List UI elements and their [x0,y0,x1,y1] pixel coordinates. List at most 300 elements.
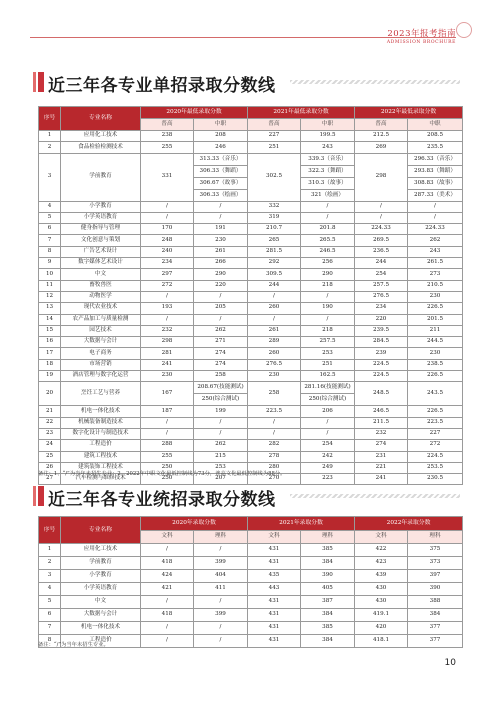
score-cell: 292 [248,258,301,269]
score-cell [194,382,248,406]
column-group-2020: 2020年最低录取分数 [141,107,248,119]
score-cell: 375 [408,544,463,557]
score-cell: 199.5 [301,131,355,142]
score-cell: / [141,212,194,223]
row-number: 5 [39,212,61,223]
score-cell: 280 [248,462,301,473]
score-cell: 431 [248,635,301,648]
column-group-2021: 2021年最低录取分数 [248,107,355,119]
major-name: 应用化工技术 [61,131,141,142]
section1-title-bar [38,72,44,92]
score-cell: 424 [141,570,194,583]
row-number: 10 [39,269,61,280]
header-ornament-icon [456,22,472,38]
table-row [39,291,463,302]
score-cell: 253 [194,462,248,473]
score-cell: 240 [141,246,194,257]
row-number: 19 [39,371,61,382]
score-line: 306.33（舞蹈） [194,166,247,178]
score-cell: / [194,314,248,325]
major-name: 小学教育 [61,201,141,212]
score-cell: 241 [355,474,408,485]
major-name: 小学英语教育 [61,212,141,223]
score-cell: 235.5 [408,142,463,153]
score-cell: 244 [248,280,301,291]
score-cell: / [408,201,463,212]
score-cell [408,153,463,201]
score-cell: 418 [141,609,194,622]
score-cell: 439 [355,570,408,583]
unified-enrollment-score-table [38,516,463,648]
row-number: 3 [39,153,61,201]
score-line: 313.33（音乐） [194,154,247,166]
score-cell: 431 [248,622,301,635]
table-row [39,451,463,462]
score-cell: 384 [301,557,355,570]
score-cell: / [194,622,248,635]
score-line: 308.83（故事） [408,178,462,190]
table-row [39,440,463,451]
major-name: 工程造价 [61,635,141,648]
score-cell: 420 [355,622,408,635]
table-row [39,596,463,609]
subheader-vocational-2021: 中职 [301,119,355,131]
score-cell: / [248,291,301,302]
score-cell: 271 [194,337,248,348]
row-number: 21 [39,406,61,417]
score-cell: 404 [194,570,248,583]
table-row [39,371,463,382]
score-cell: 227 [248,131,301,142]
score-cell: 255 [141,451,194,462]
score-line: 287.33（美术） [414,191,456,198]
score-cell: 290 [301,269,355,280]
row-number: 23 [39,428,61,439]
score-cell: 282 [248,440,301,451]
score-cell: 261 [248,325,301,336]
score-cell: 190 [301,303,355,314]
score-cell: 239.5 [355,325,408,336]
score-cell: 224.33 [355,224,408,235]
table-row [39,142,463,153]
table-row [39,359,463,370]
score-cell: 210.7 [248,224,301,235]
score-cell: 210.5 [408,280,463,291]
table-row [39,583,463,596]
score-cell: / [141,417,194,428]
score-line: 250(综合测试) [201,396,240,403]
score-cell: 230 [408,291,463,302]
subheader-general-2022: 普高 [355,119,408,131]
score-cell: 230.5 [408,474,463,485]
score-cell: 431 [248,557,301,570]
table-row [39,224,463,235]
score-cell: / [248,428,301,439]
subheader-vocational-2022: 中职 [408,119,463,131]
column-header-no: 序号 [39,107,61,131]
score-cell: 431 [248,596,301,609]
score-cell: 288 [141,440,194,451]
score-cell: 443 [248,583,301,596]
score-cell: 193 [141,303,194,314]
score-cell: 431 [248,609,301,622]
major-name: 烹饪工艺与营养 [61,382,141,406]
major-name: 建筑工程技术 [61,451,141,462]
table-row [39,622,463,635]
score-cell: 276.5 [355,291,408,302]
score-cell: / [194,291,248,302]
row-number: 2 [39,557,61,570]
score-line: 296.33（音乐） [408,154,462,166]
score-cell: 274 [355,440,408,451]
score-cell: 390 [301,570,355,583]
table-row [39,131,463,142]
row-number: 26 [39,462,61,473]
score-cell: 274 [194,348,248,359]
score-line: 293.83（舞蹈） [408,166,462,178]
table-row [39,325,463,336]
row-number: 17 [39,348,61,359]
major-name: 电子商务 [61,348,141,359]
major-name: 小学教育 [61,570,141,583]
major-name: 建筑装饰工程技术 [61,462,141,473]
table-row [39,303,463,314]
major-name: 现代农业技术 [61,303,141,314]
score-cell: 230 [408,348,463,359]
major-name: 学前教育 [61,153,141,201]
score-cell: 423 [355,557,408,570]
score-cell: 254 [301,440,355,451]
major-name: 大数据与会计 [61,337,141,348]
column-header-no: 序号 [39,517,61,544]
row-number: 20 [39,382,61,406]
score-cell: 281.5 [248,246,301,257]
score-cell: / [194,417,248,428]
score-cell: 162.5 [301,371,355,382]
section2-title-decoration [290,494,460,498]
table-row [39,348,463,359]
score-line: 306.33（绘画） [199,191,242,198]
score-cell: 224.5 [408,451,463,462]
major-name: 应用化工技术 [61,544,141,557]
subheader-general-2021: 普高 [248,119,301,131]
score-cell: 167 [141,382,194,406]
score-cell: 221 [355,462,408,473]
score-cell: 269.5 [355,235,408,246]
score-cell: 258 [248,382,301,406]
table-row [39,382,463,406]
score-cell: 230 [248,371,301,382]
table-row [39,557,463,570]
score-line: 310.3（故事） [301,178,354,190]
score-cell: 253 [301,348,355,359]
score-cell: 430 [355,583,408,596]
section2-title-bar [38,486,44,506]
score-cell: 373 [408,557,463,570]
row-number: 24 [39,440,61,451]
column-group-2022: 2022年录取分数 [355,517,463,531]
score-cell: 251 [248,142,301,153]
major-name: 学前教育 [61,557,141,570]
score-cell: 231 [355,451,408,462]
score-cell [194,153,248,201]
major-name: 大数据与会计 [61,609,141,622]
score-cell: 257.5 [355,280,408,291]
score-cell: 211 [408,325,463,336]
score-cell: 385 [301,544,355,557]
score-cell: 249 [301,462,355,473]
score-cell: 250 [141,462,194,473]
score-cell: 257.5 [301,337,355,348]
row-number: 15 [39,325,61,336]
major-name: 广告艺术设计 [61,246,141,257]
score-cell: 187 [141,406,194,417]
score-cell: 243.5 [408,382,463,406]
score-cell: 230 [141,371,194,382]
score-cell: 431 [248,544,301,557]
score-cell: 227 [408,428,463,439]
subheader-liberal-arts-2020: 文科 [141,531,194,544]
score-cell: 384 [301,609,355,622]
table-row [39,280,463,291]
score-cell: 430 [355,596,408,609]
score-cell: 246.5 [301,246,355,257]
table-row [39,428,463,439]
section1-title: 近三年各专业单招录取分数线 [48,76,276,96]
table-row [39,246,463,257]
score-cell: / [194,201,248,212]
score-line: 322.3（舞蹈） [301,166,354,178]
score-cell: 224.5 [355,371,408,382]
header-subtitle: ADMISSION BROCHURE [386,40,456,45]
score-cell: 422 [355,544,408,557]
score-cell: 385 [301,622,355,635]
score-cell: 270 [248,474,301,485]
score-cell: 272 [141,280,194,291]
score-cell: 248.5 [355,382,408,406]
row-number: 9 [39,258,61,269]
score-cell: 302.5 [248,153,301,201]
major-name: 食品检验检测技术 [61,142,141,153]
table-row [39,570,463,583]
score-cell: 218 [301,325,355,336]
score-cell: 418.1 [355,635,408,648]
score-cell: 265 [248,235,301,246]
table-row [39,337,463,348]
row-number: 12 [39,291,61,302]
score-cell: 331 [141,153,194,201]
major-name: 健身指导与管理 [61,224,141,235]
score-cell: 390 [408,583,463,596]
row-number: 22 [39,417,61,428]
score-cell: 220 [194,280,248,291]
major-name: 数字媒体艺术设计 [61,258,141,269]
row-number: 7 [39,235,61,246]
score-cell: 256 [301,258,355,269]
score-cell: 224.33 [408,224,463,235]
column-header-major: 专业名称 [61,107,141,131]
score-line: 321（绘画） [310,191,345,198]
score-cell: 269 [355,142,408,153]
column-header-major: 专业名称 [61,517,141,544]
score-line: 339.3（音乐） [301,154,354,166]
row-number: 3 [39,570,61,583]
row-number: 8 [39,246,61,257]
table-row [39,314,463,325]
major-name: 机电一体化技术 [61,622,141,635]
subheader-science-2020: 理科 [194,531,248,544]
score-cell: 284.5 [355,337,408,348]
section2-note: 备注：“/”为当年未招生专业。 [38,642,109,648]
row-number: 6 [39,609,61,622]
score-cell: 262 [194,440,248,451]
score-cell [301,153,355,201]
score-cell: 234 [141,258,194,269]
score-cell: 297 [141,269,194,280]
score-cell: 206 [301,406,355,417]
score-cell: 224.5 [355,359,408,370]
score-cell: 377 [408,622,463,635]
score-cell: 244.5 [408,337,463,348]
score-cell: 266 [194,258,248,269]
table-row [39,269,463,280]
row-number: 2 [39,142,61,153]
section1-note: 备注：1、“/”为当年未招生专业；2、2022年中职文化最低控制线为73分，普高文化最低控制线为88分。 [38,471,286,477]
score-cell: / [194,544,248,557]
major-name: 数字化设计与制造技术 [61,428,141,439]
subheader-liberal-arts-2021: 文科 [248,531,301,544]
score-cell: 238.5 [408,359,463,370]
score-cell: / [301,212,355,223]
score-cell: 220 [355,314,408,325]
score-cell: / [141,635,194,648]
score-cell: / [194,212,248,223]
score-cell: 274 [194,359,248,370]
major-name: 畜牧兽医 [61,280,141,291]
score-cell: 243 [301,142,355,153]
score-cell: 239 [355,348,408,359]
score-cell: 384 [301,635,355,648]
major-name: 酒店管理与数字化运营 [61,371,141,382]
score-cell: 255 [141,142,194,153]
row-number: 4 [39,201,61,212]
score-cell: 332 [248,201,301,212]
score-cell: 384 [408,609,463,622]
score-cell: 243 [408,246,463,257]
score-cell: 262 [194,325,248,336]
score-cell: 254 [355,269,408,280]
score-cell: 260 [248,303,301,314]
score-cell: 208 [194,131,248,142]
score-cell: 250 [141,474,194,485]
score-cell: / [248,417,301,428]
score-cell: 230 [194,235,248,246]
score-cell: 223.5 [408,417,463,428]
score-cell: 241 [141,359,194,370]
score-cell: 232 [355,428,408,439]
score-cell: 205 [194,303,248,314]
score-cell: 242 [301,451,355,462]
score-cell: 215 [194,451,248,462]
score-cell: 265.5 [301,235,355,246]
table-row [39,201,463,212]
row-number: 27 [39,474,61,485]
score-cell: / [355,212,408,223]
table-row [39,235,463,246]
score-cell: 246 [194,142,248,153]
page-number: 10 [444,658,456,668]
header-title: 2023年报考指南 [387,29,456,39]
score-cell: 201.5 [408,314,463,325]
score-cell: 258 [194,371,248,382]
score-cell: 388 [408,596,463,609]
score-cell: 399 [194,609,248,622]
subheader-science-2022: 理科 [408,531,463,544]
score-cell: / [141,596,194,609]
subheader-science-2021: 理科 [301,531,355,544]
major-name: 动物医学 [61,291,141,302]
score-cell: 232 [141,325,194,336]
score-cell: 276.5 [248,359,301,370]
row-number: 16 [39,337,61,348]
score-cell: / [141,314,194,325]
score-line: 281.16(技能测试) [301,382,354,394]
score-cell: 298 [141,337,194,348]
major-name: 中文 [61,596,141,609]
table-row [39,406,463,417]
row-number: 25 [39,451,61,462]
score-cell: 418 [141,557,194,570]
major-name: 汽车检测与维修技术 [61,474,141,485]
table-row [39,258,463,269]
score-cell: 261 [194,246,248,257]
major-name: 园艺技术 [61,325,141,336]
score-cell: / [141,544,194,557]
row-number: 18 [39,359,61,370]
score-cell: / [355,201,408,212]
subheader-vocational-2020: 中职 [194,119,248,131]
score-cell: 289 [248,337,301,348]
score-cell: 319 [248,212,301,223]
score-cell: 226.5 [408,303,463,314]
major-name: 机电一体化技术 [61,406,141,417]
score-cell: 290 [194,269,248,280]
major-name: 文化创意与策划 [61,235,141,246]
score-cell: / [248,314,301,325]
score-cell: 226.5 [408,371,463,382]
table-row [39,544,463,557]
section2-title: 近三年各专业统招录取分数线 [48,490,276,510]
row-number: 6 [39,224,61,235]
score-cell: 207 [194,474,248,485]
score-cell: / [301,314,355,325]
score-cell [301,382,355,406]
score-cell: / [301,417,355,428]
subheader-general-2020: 普高 [141,119,194,131]
score-cell: 399 [194,557,248,570]
single-enrollment-score-table [38,106,463,485]
row-number: 1 [39,131,61,142]
score-cell: / [301,201,355,212]
score-cell: 199 [194,406,248,417]
header-divider [30,37,456,38]
row-number: 4 [39,583,61,596]
score-cell: 226.5 [408,406,463,417]
score-cell: 262 [408,235,463,246]
score-cell: 260 [248,348,301,359]
table-row [39,212,463,223]
score-cell: 211.5 [355,417,408,428]
